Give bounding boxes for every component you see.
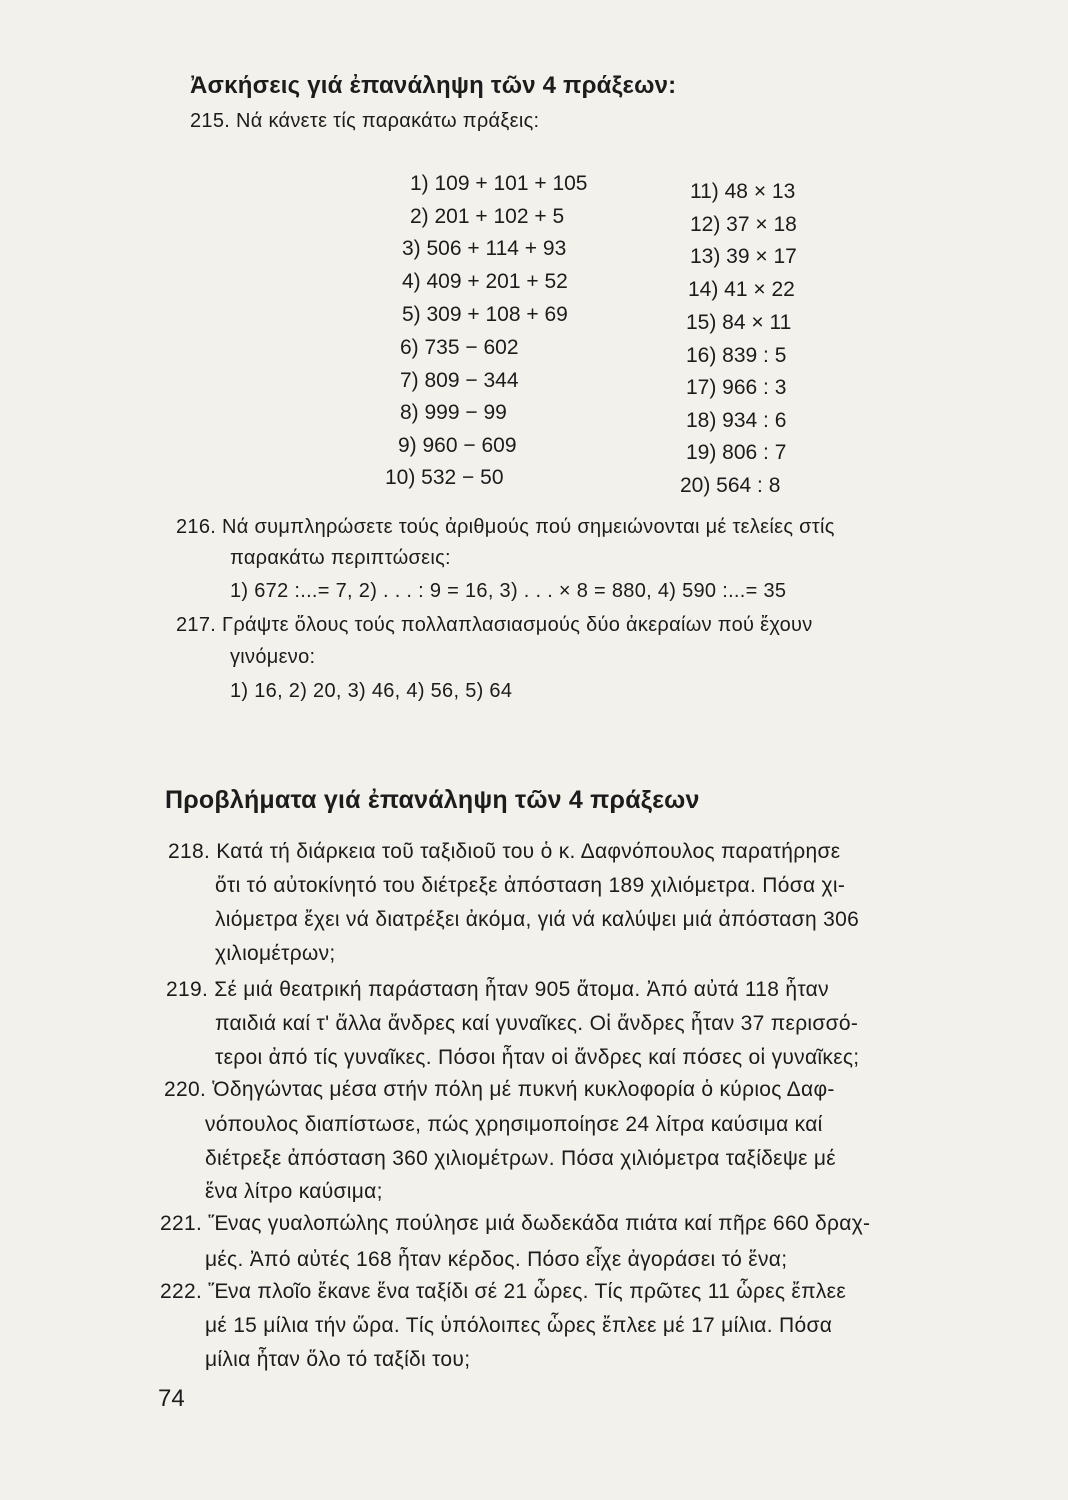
- exercise-216-line-3: 1) 672 :...= 7, 2) . . . : 9 = 16, 3) . . . × 8 = 880, 4) 590 :...= 35: [230, 580, 787, 602]
- operation-15: 15) 84 × 11: [686, 311, 792, 334]
- page-number: 74: [158, 1385, 185, 1412]
- exercise-215: [190, 110, 539, 133]
- operation-10: 10) 532 − 50: [385, 466, 504, 489]
- problem-219: [166, 978, 829, 1002]
- operation-18: 18) 934 : 6: [686, 409, 787, 432]
- operation-19: 19) 806 : 7: [686, 441, 787, 464]
- operation-4: 4) 409 + 201 + 52: [402, 270, 568, 293]
- operation-11: 11) 48 × 13: [690, 180, 796, 203]
- exercise-217-line-3: 1) 16, 2) 20, 3) 46, 4) 56, 5) 64: [230, 680, 513, 702]
- problem-222-line-3: μίλια ἦταν ὅλο τό ταξίδι του;: [205, 1348, 471, 1371]
- problem-219-line-2: παιδιά καί τ' ἄλλα ἄνδρες καί γυναῖκες. Οἱ ἄνδρες ἦταν 37 περισσό-: [215, 1012, 859, 1035]
- exercise-text: Νά κάνετε τίς παρακάτω πράξεις:: [236, 110, 540, 132]
- problem-line-1: Ἕνα πλοῖο ἔκανε ἕνα ταξίδι σέ 21 ὧρες. Τίς πρῶτες 11 ὧρες ἔπλεε: [208, 1280, 847, 1303]
- problem-218-line-4: χιλιομέτρων;: [215, 942, 336, 965]
- operation-9: 9) 960 − 609: [398, 434, 517, 457]
- problem-line-1: Κατά τή διάρκεια τοῦ ταξιδιοῦ του ὁ κ. Δαφνόπουλος παρατήρησε: [216, 840, 841, 863]
- problem-222: [160, 1280, 846, 1304]
- operation-16: 16) 839 : 5: [686, 344, 787, 367]
- exercise-217-line-2: γινόμενο:: [230, 646, 316, 668]
- problem-number: 221.: [160, 1212, 203, 1235]
- operation-20: 20) 564 : 8: [680, 474, 781, 497]
- exercise-216-line-2: παρακάτω περιπτώσεις:: [230, 547, 451, 569]
- operation-3: 3) 506 + 114 + 93: [402, 237, 567, 260]
- problem-220-line-2: νόπουλος διαπίστωσε, πώς χρησιμοποίησε 24 λίτρα καύσιμα καί: [205, 1113, 823, 1136]
- problem-220-line-3: διέτρεξε ἀπόσταση 360 χιλιομέτρων. Πόσα χιλιόμετρα ταξίδεψε μέ: [205, 1147, 836, 1170]
- problem-222-line-2: μέ 15 μίλια τήν ὥρα. Τίς ὑπόλοιπες ὧρες ἔπλεε μέ 17 μίλια. Πόσα: [205, 1314, 833, 1337]
- problem-220: [164, 1078, 835, 1102]
- section-heading-exercises: Ἀσκήσεις γιά ἐπανάληψη τῶν 4 πράξεων:: [190, 72, 677, 99]
- problem-number: 219.: [166, 978, 209, 1001]
- operation-5: 5) 309 + 108 + 69: [402, 303, 568, 326]
- problem-221-line-2: μές. Ἀπό αὐτές 168 ἦταν κέρδος. Πόσο εἶχε ἀγοράσει τό ἕνα;: [205, 1248, 788, 1271]
- exercise-number: 217.: [176, 614, 217, 636]
- problem-221: [160, 1212, 870, 1236]
- operation-1: 1) 109 + 101 + 105: [410, 172, 588, 195]
- exercise-number: 216.: [176, 516, 217, 538]
- problem-line-1: Ὁδηγώντας μέσα στήν πόλη μέ πυκνή κυκλοφορία ὁ κύριος Δαφ-: [212, 1078, 835, 1101]
- operation-13: 13) 39 × 17: [690, 245, 797, 268]
- problem-218-line-3: λιόμετρα ἔχει νά διατρέξει ἀκόμα, γιά νά καλύψει μιά ἀπόσταση 306: [215, 908, 860, 931]
- exercise-number: 215.: [190, 110, 231, 132]
- problem-number: 218.: [168, 840, 211, 863]
- problem-number: 220.: [164, 1078, 207, 1101]
- operation-2: 2) 201 + 102 + 5: [410, 205, 565, 228]
- problem-line-1: Ἕνας γυαλοπώλης πούλησε μιά δωδεκάδα πιάτα καί πῆρε 660 δραχ-: [208, 1212, 871, 1235]
- problem-218: [168, 840, 840, 864]
- problem-218-line-2: ὅτι τό αὐτοκίνητό του διέτρεξε ἀπόσταση 189 χιλιόμετρα. Πόσα χι-: [215, 874, 846, 897]
- problem-219-line-3: τεροι ἀπό τίς γυναῖκες. Πόσοι ἦταν οἱ ἄνδρες καί πόσες οἱ γυναῖκες;: [215, 1046, 860, 1069]
- operation-7: 7) 809 − 344: [400, 369, 519, 392]
- exercise-text-line-1: Νά συμπληρώσετε τούς ἀριθμούς πού σημειώνονται μέ τελείες στίς: [222, 516, 835, 538]
- section-heading-problems: Προβλήματα γιά ἐπανάληψη τῶν 4 πράξεων: [165, 786, 700, 814]
- operation-8: 8) 999 − 99: [400, 401, 507, 424]
- problem-number: 222.: [160, 1280, 203, 1303]
- operation-12: 12) 37 × 18: [690, 213, 797, 236]
- operation-6: 6) 735 − 602: [400, 336, 519, 359]
- exercise-216: [176, 516, 835, 539]
- problem-line-1: Σέ μιά θεατρική παράσταση ἦταν 905 ἄτομα. Ἀπό αὐτά 118 ἦταν: [214, 978, 829, 1001]
- exercise-217: [176, 614, 813, 637]
- operation-17: 17) 966 : 3: [686, 376, 787, 399]
- operation-14: 14) 41 × 22: [688, 278, 795, 301]
- problem-220-line-4: ἕνα λίτρο καύσιμα;: [205, 1180, 383, 1203]
- exercise-text-line-1: Γράψτε ὅλους τούς πολλαπλασιασμούς δύο ἀκεραίων πού ἔχουν: [222, 614, 813, 636]
